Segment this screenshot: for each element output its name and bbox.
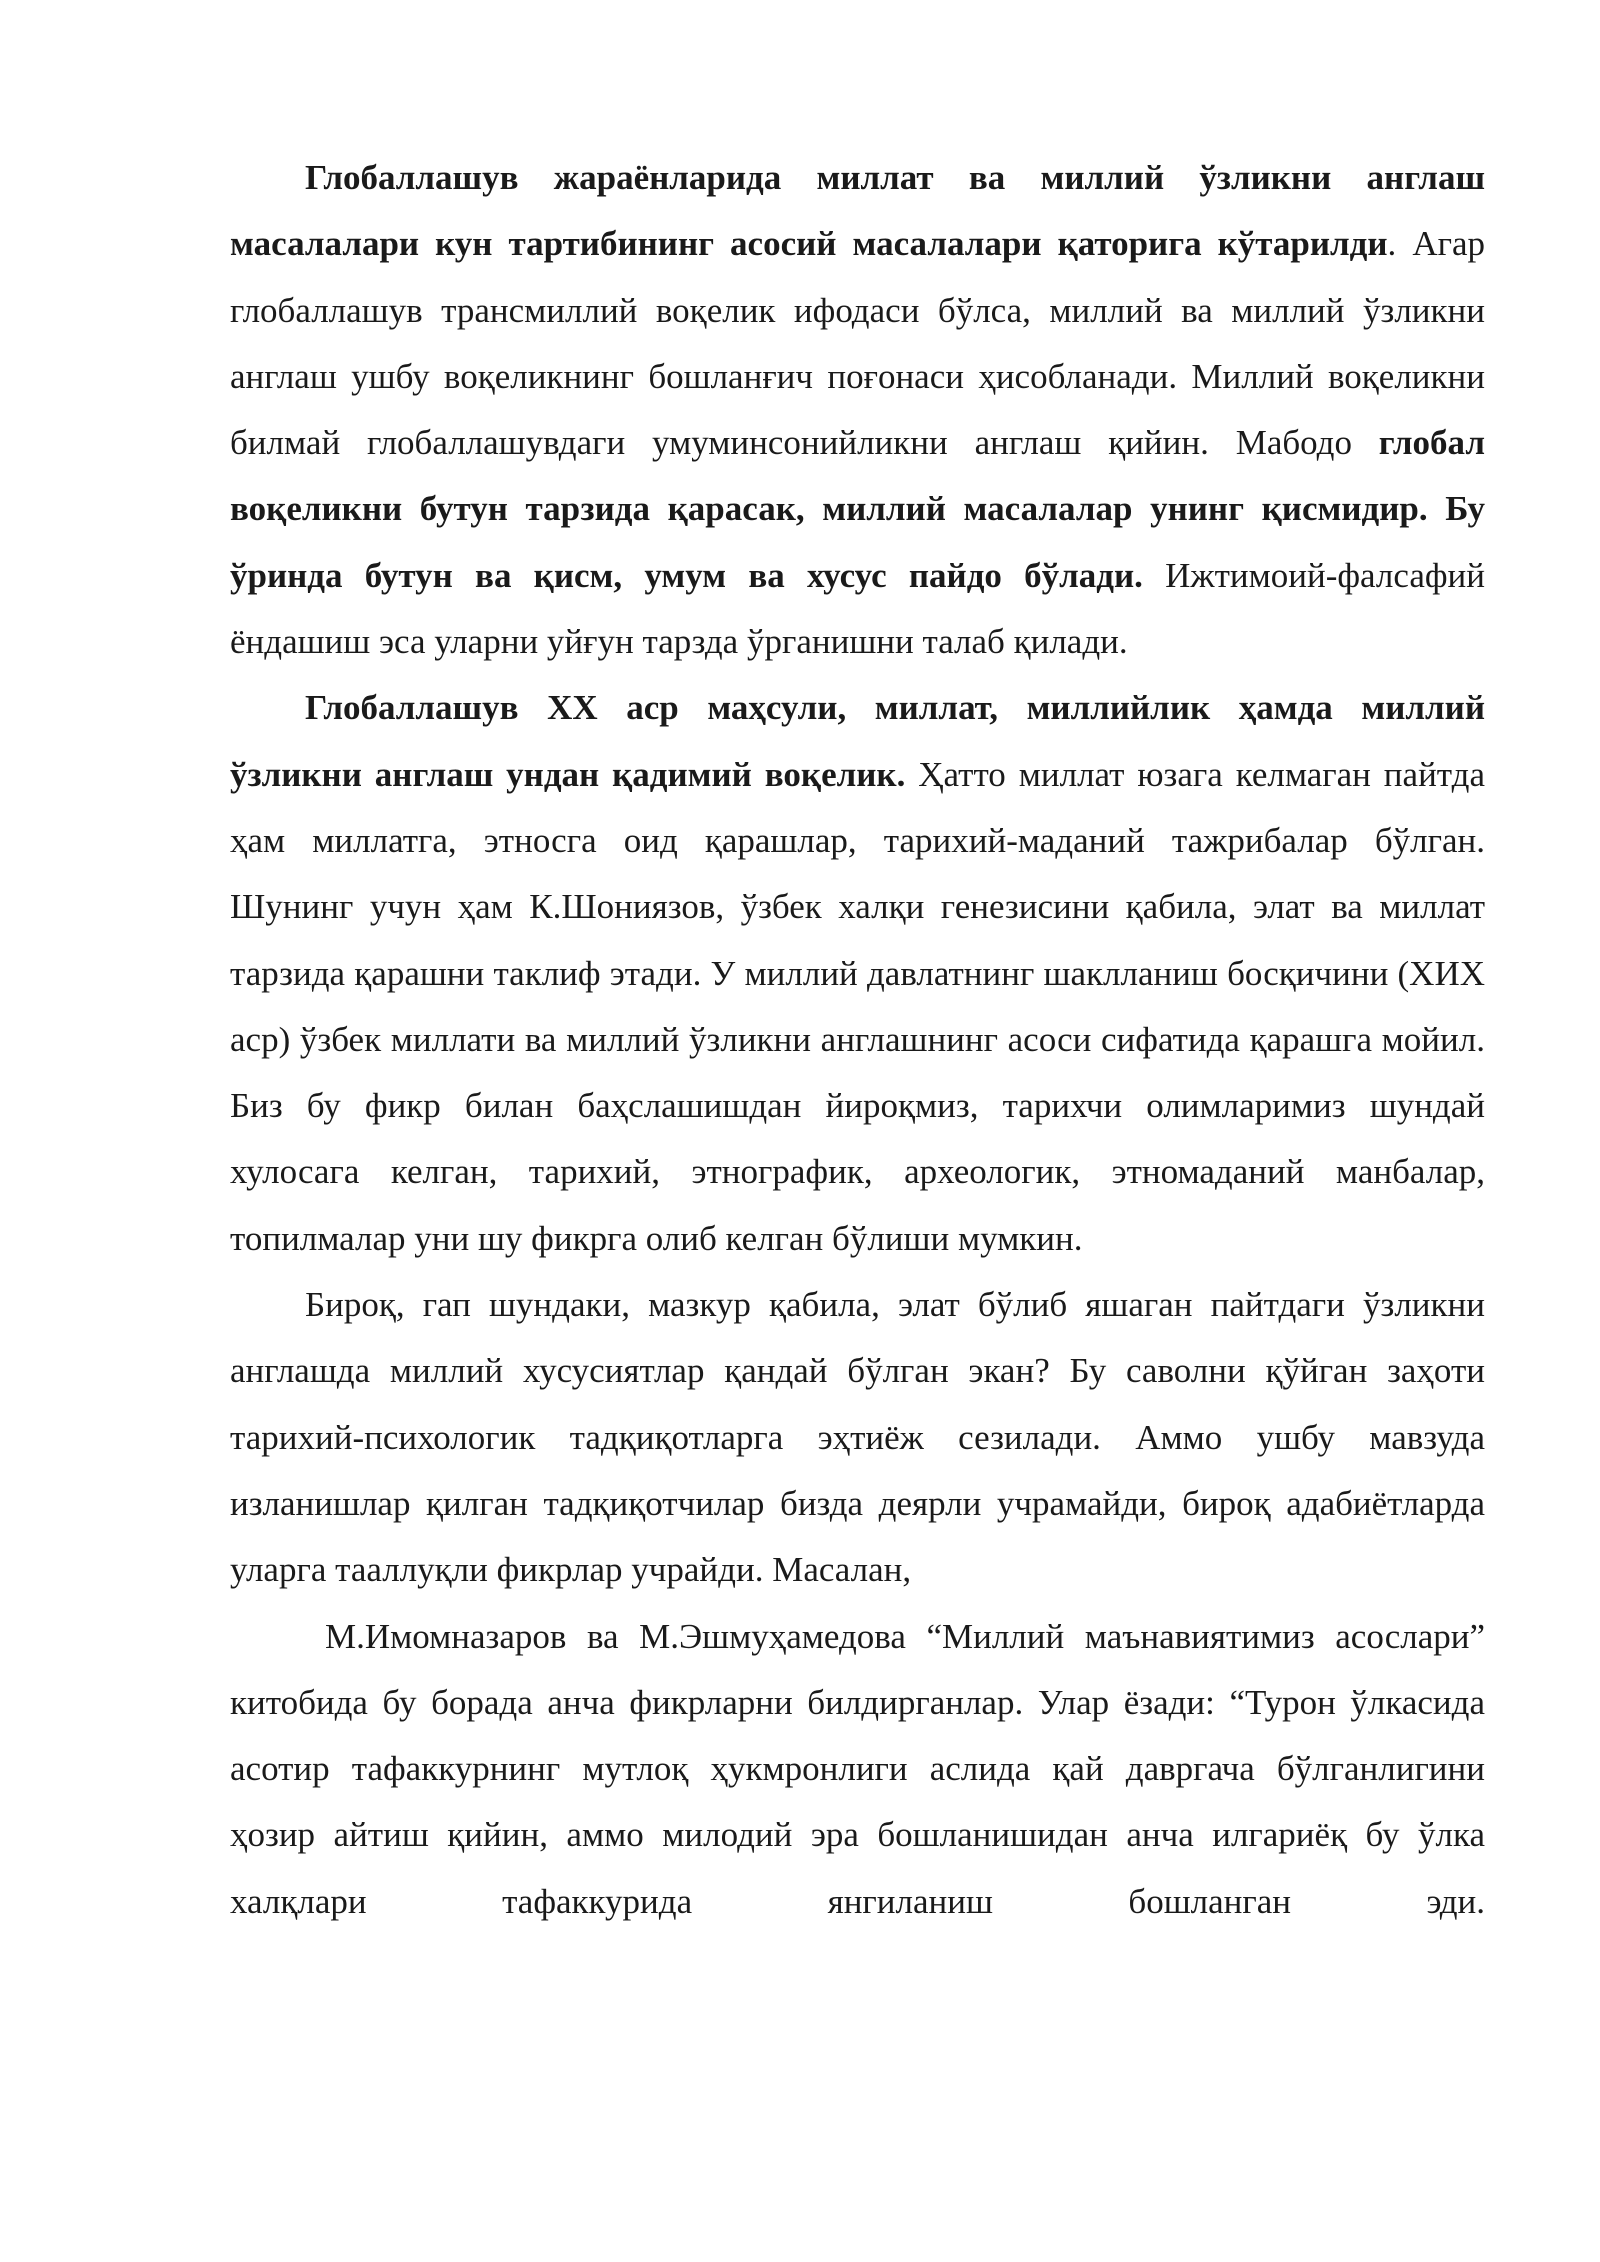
paragraph-3 — [230, 1272, 1485, 1603]
text-run: М.Имомназаров ва М.Эшмуҳамедова “Миллий маънавиятимиз асослари” китобида бу борада анча фикрларни билдирганлар. Улар ёзади: “Турон ўлкасида асотир тафаккурнинг мутлоқ ҳукмронлиги аслида қай давргача бўлганлигини ҳозир айтиш қийин, аммо милодий эра бошланишидан анча илгариёқ бу ўлка халқлари тафаккурида янгиланиш бошланган эди. — [230, 1616, 1485, 1921]
text-run: . Агар глобаллашув трансмиллий воқелик ифодаси бўлса, миллий ва миллий ўзликни англаш ушбу воқеликнинг бошланғич поғонаси ҳисобланади. Миллий воқеликни билмай глобаллашувдаги умуминсонийликни англаш қийин. Мабодо — [230, 224, 1485, 463]
paragraph-2 — [230, 675, 1485, 1272]
paragraph-1 — [230, 145, 1485, 675]
document-body — [230, 145, 1485, 1935]
text-run: Ҳатто миллат юзага келмаган пайтда ҳам миллатга, этносга оид қарашлар, тарихий-маданий тажрибалар бўлган. Шунинг учун ҳам К.Шониязов, ўзбек халқи генезисини қабила, элат ва миллат тарзида қарашни таклиф этади. У миллий давлатнинг шаклланиш босқичини (ХИХ аср) ўзбек миллати ва миллий ўзликни англашнинг асоси сифатида қарашга мойил. Биз бу фикр билан баҳслашишдан йироқмиз, тарихчи олимларимиз шундай хулосага келган, тарихий, этнографик, археологик, этномаданий манбалар, топилмалар уни шу фикрга олиб келган бўлиши мумкин. — [230, 754, 1485, 1258]
bold-run: Глобаллашув жараёнларида миллат ва миллий ўзликни англаш масалалари кун тартибининг асосий масалалари қаторига кўтарилди — [230, 158, 1485, 264]
bold-run: глобал воқеликни бутун тарзида қарасак, миллий масалалар унинг қисмидир. Бу ўринда бутун ва қисм, умум ва хусус пайдо бўлади. — [230, 423, 1485, 595]
paragraph-4 — [230, 1604, 1485, 1935]
text-run: Бироқ, гап шундаки, мазкур қабила, элат бўлиб яшаган пайтдаги ўзликни англашда миллий хусусиятлар қандай бўлган экан? Бу саволни қўйган заҳоти тарихий-психологик тадқиқотларга эҳтиёж сезилади. Аммо ушбу мавзуда изланишлар қилган тадқиқотчилар бизда деярли учрамайди, бироқ адабиётларда уларга тааллуқли фикрлар учрайди. Масалан, — [230, 1285, 1485, 1590]
text-run: Ижтимоий-фалсафий ёндашиш эса уларни уйғун тарзда ўрганишни талаб қилади. — [230, 555, 1485, 662]
bold-run: Глобаллашув ХХ аср маҳсули, миллат, миллийлик ҳамда миллий ўзликни англаш ундан қадимий воқелик. — [230, 688, 1485, 794]
